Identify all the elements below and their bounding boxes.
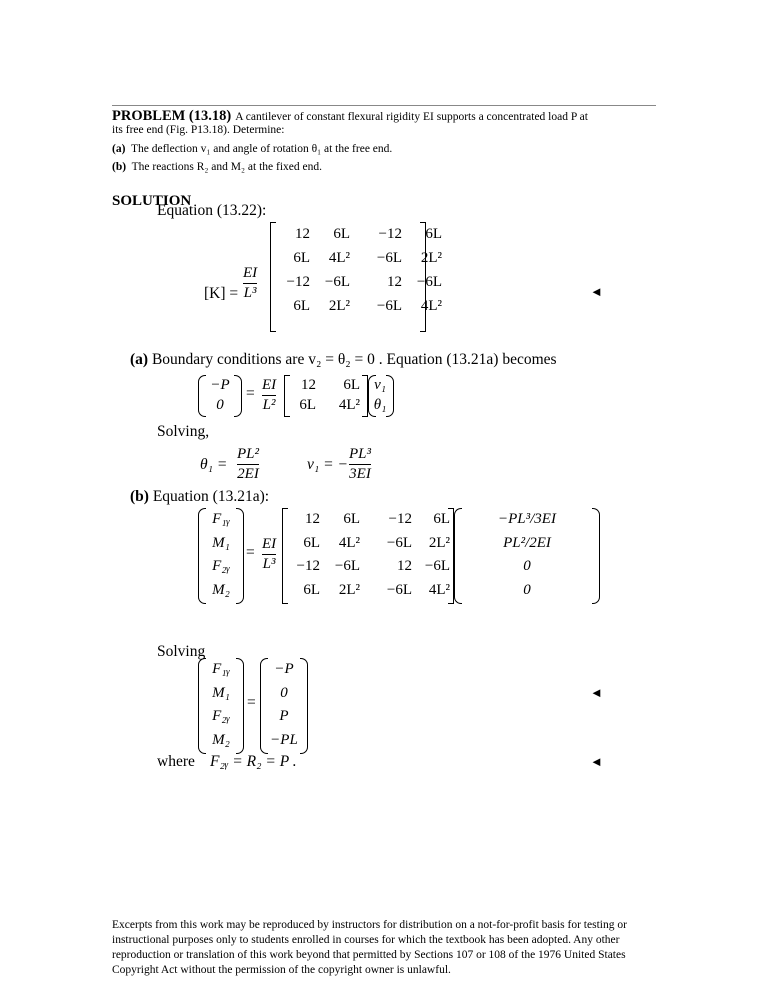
theta-fraction — [237, 446, 259, 483]
solution-heading: SOLUTION — [112, 193, 192, 209]
vector-entry: 0 — [523, 558, 531, 574]
matrix-cell: 4L² — [428, 581, 450, 598]
matrix-cell: −6L — [424, 558, 450, 574]
matrix-cell: 4L² — [420, 298, 442, 314]
k-coefficient — [243, 265, 257, 302]
b-coef-num: EI — [262, 536, 277, 552]
where-label: where — [157, 753, 195, 770]
matrix-cell: 12 — [387, 274, 402, 290]
vector-entry: F₂ᵧ — [212, 708, 230, 724]
vector-entry: −P — [210, 377, 230, 393]
matrix-cell: 2L² — [420, 250, 442, 266]
matrix-cell: 6L — [333, 226, 350, 242]
vector-entry: M₁ — [212, 684, 230, 701]
a-matrix — [288, 375, 364, 415]
res-lhs-brace-right — [236, 658, 244, 754]
matrix-cell: 6L — [293, 250, 310, 266]
vector-entry: M₂ — [212, 581, 230, 598]
theta-lhs: θ₁ = — [200, 456, 228, 473]
matrix-cell: 4L² — [338, 397, 360, 413]
b-equals: = — [246, 544, 255, 561]
top-rule — [112, 105, 656, 106]
b-lhs-brace-right — [236, 508, 244, 604]
part-a-line — [130, 351, 557, 369]
matrix-cell: 4L² — [328, 250, 350, 266]
res-rhs-brace-left — [260, 658, 268, 754]
matrix-cell: −12 — [296, 558, 320, 574]
part-b-line — [130, 488, 269, 506]
vector-entry: 0 — [523, 581, 531, 598]
matrix-cell: −6L — [386, 534, 412, 551]
problem-line-1: A cantilever of constant flexural rigidity EI supports a concentrated load P at — [235, 111, 588, 123]
matrix-cell: 4L² — [338, 534, 360, 551]
problem-heading: PROBLEM (13.18) — [112, 108, 232, 124]
part-b-label: (b) — [130, 488, 149, 505]
matrix-cell: −6L — [376, 250, 402, 266]
result-equals: = — [247, 694, 256, 711]
problem-part-a — [112, 143, 392, 155]
v-den: 3EI — [349, 466, 371, 482]
b-lhs-vector — [206, 508, 236, 602]
where-expression: F₂ᵧ = R₂ = P . — [210, 753, 297, 770]
k-coef-den: L³ — [243, 285, 257, 301]
a-coefficient — [262, 377, 276, 414]
problem-part-b — [112, 161, 322, 173]
solving-label-2: Solving — [157, 643, 206, 660]
vector-entry: −PL — [270, 731, 298, 748]
solving-label-1: Solving, — [157, 423, 210, 440]
vector-entry: F₁ᵧ — [212, 511, 230, 527]
matrix-cell: −6L — [324, 274, 350, 290]
theta-num: PL² — [237, 446, 260, 462]
matrix-cell: −12 — [388, 511, 412, 527]
vector-entry: 0 — [216, 397, 224, 413]
matrix-cell: 12 — [305, 511, 320, 527]
matrix-cell: −6L — [334, 558, 360, 574]
matrix-cell: −6L — [386, 581, 412, 598]
b-matrix — [286, 508, 454, 602]
matrix-cell: 6L — [425, 226, 442, 242]
vector-entry: F₁ᵧ — [212, 661, 230, 677]
vector-entry: M₂ — [212, 731, 230, 748]
vector-entry: −P — [274, 661, 294, 677]
matrix-cell: 6L — [303, 581, 320, 598]
vector-entry: P — [279, 708, 289, 724]
b-coef-den: L³ — [262, 556, 276, 572]
part-a-label: (a) — [112, 143, 126, 155]
matrix-cell: −12 — [378, 226, 402, 242]
b-lhs-brace-left — [198, 508, 206, 604]
part-b-text: The reactions R₂ and M₂ at the fixed end. — [131, 161, 322, 173]
matrix-cell: 6L — [343, 377, 360, 393]
problem-line-2: its free end (Fig. P13.18). Determine: — [112, 124, 285, 136]
v-fraction — [349, 446, 371, 483]
vector-entry: v₁ — [374, 377, 386, 393]
res-rhs-brace-right — [300, 658, 308, 754]
vector-entry: M₁ — [212, 534, 230, 551]
matrix-cell: 6L — [343, 511, 360, 527]
a-coef-num: EI — [262, 377, 277, 393]
matrix-cell: 12 — [301, 377, 316, 393]
v-lhs: v₁ = − — [307, 456, 348, 473]
matrix-cell: 6L — [303, 534, 320, 551]
part-b-label: (b) — [112, 161, 127, 173]
equation-intro: Equation (13.22): — [157, 202, 267, 219]
result-lhs-vector — [206, 658, 236, 752]
answer-marker: ◄ — [590, 685, 603, 700]
answer-marker: ◄ — [590, 284, 603, 299]
part-a-label: (a) — [130, 351, 149, 368]
matrix-cell: 2L² — [328, 298, 350, 314]
matrix-cell: −6L — [376, 298, 402, 314]
b-rhs-brace-right — [592, 508, 600, 604]
vector-entry: PL²/2EI — [503, 534, 551, 551]
part-a-text: The deflection v₁ and angle of rotation θ₁ at the free end. — [130, 143, 393, 155]
a-lhs-brace-left — [198, 375, 206, 417]
matrix-cell: 6L — [433, 511, 450, 527]
matrix-cell: 12 — [295, 226, 310, 242]
b-coefficient — [262, 536, 276, 573]
k-coef-num: EI — [243, 265, 258, 281]
copyright-footer: Excerpts from this work may be reproduced by instructors for distribution on a not-for-profit basis for testing or instructional purposes only to students enrolled in courses for which the textbook has been adopted. Any other reproduction or translation of this work beyond that permitted by Sections 107 or 108 of the 1976 United States Copyright Act without the permission of the copyright owner is unlawful. — [112, 919, 627, 976]
vector-entry: 0 — [280, 684, 288, 701]
matrix-cell: 6L — [299, 397, 316, 413]
matrix-cell: 2L² — [428, 534, 450, 551]
k-lhs: [K] = — [204, 285, 239, 302]
matrix-cell: 6L — [293, 298, 310, 314]
part-a-text: Boundary conditions are v₂ = θ₂ = 0 . Equation (13.21a) becomes — [151, 351, 557, 368]
answer-marker: ◄ — [590, 754, 603, 769]
vector-entry: θ₁ — [373, 397, 387, 413]
result-rhs-vector — [268, 658, 300, 752]
b-rhs-brace-left — [454, 508, 462, 604]
a-rhs-vector — [374, 375, 386, 415]
a-lhs-brace-right — [234, 375, 242, 417]
vector-entry: −PL³/3EI — [498, 511, 556, 527]
a-lhs-vector — [206, 375, 234, 415]
a-coef-den: L² — [262, 397, 276, 413]
theta-den: 2EI — [237, 466, 259, 482]
matrix-cell: −6L — [416, 274, 442, 290]
part-b-text: Equation (13.21a): — [152, 488, 270, 505]
a-equals: = — [246, 385, 255, 402]
matrix-cell: 2L² — [338, 581, 360, 598]
vector-entry: F₂ᵧ — [212, 558, 230, 574]
problem-statement — [112, 107, 588, 125]
matrix-cell: 12 — [397, 558, 412, 574]
res-lhs-brace-left — [198, 658, 206, 754]
k-bracket-right — [420, 222, 426, 332]
a-rhs-brace-right — [386, 375, 394, 417]
b-rhs-vector — [462, 508, 592, 602]
matrix-cell: −12 — [286, 274, 310, 290]
v-num: PL³ — [349, 446, 372, 462]
